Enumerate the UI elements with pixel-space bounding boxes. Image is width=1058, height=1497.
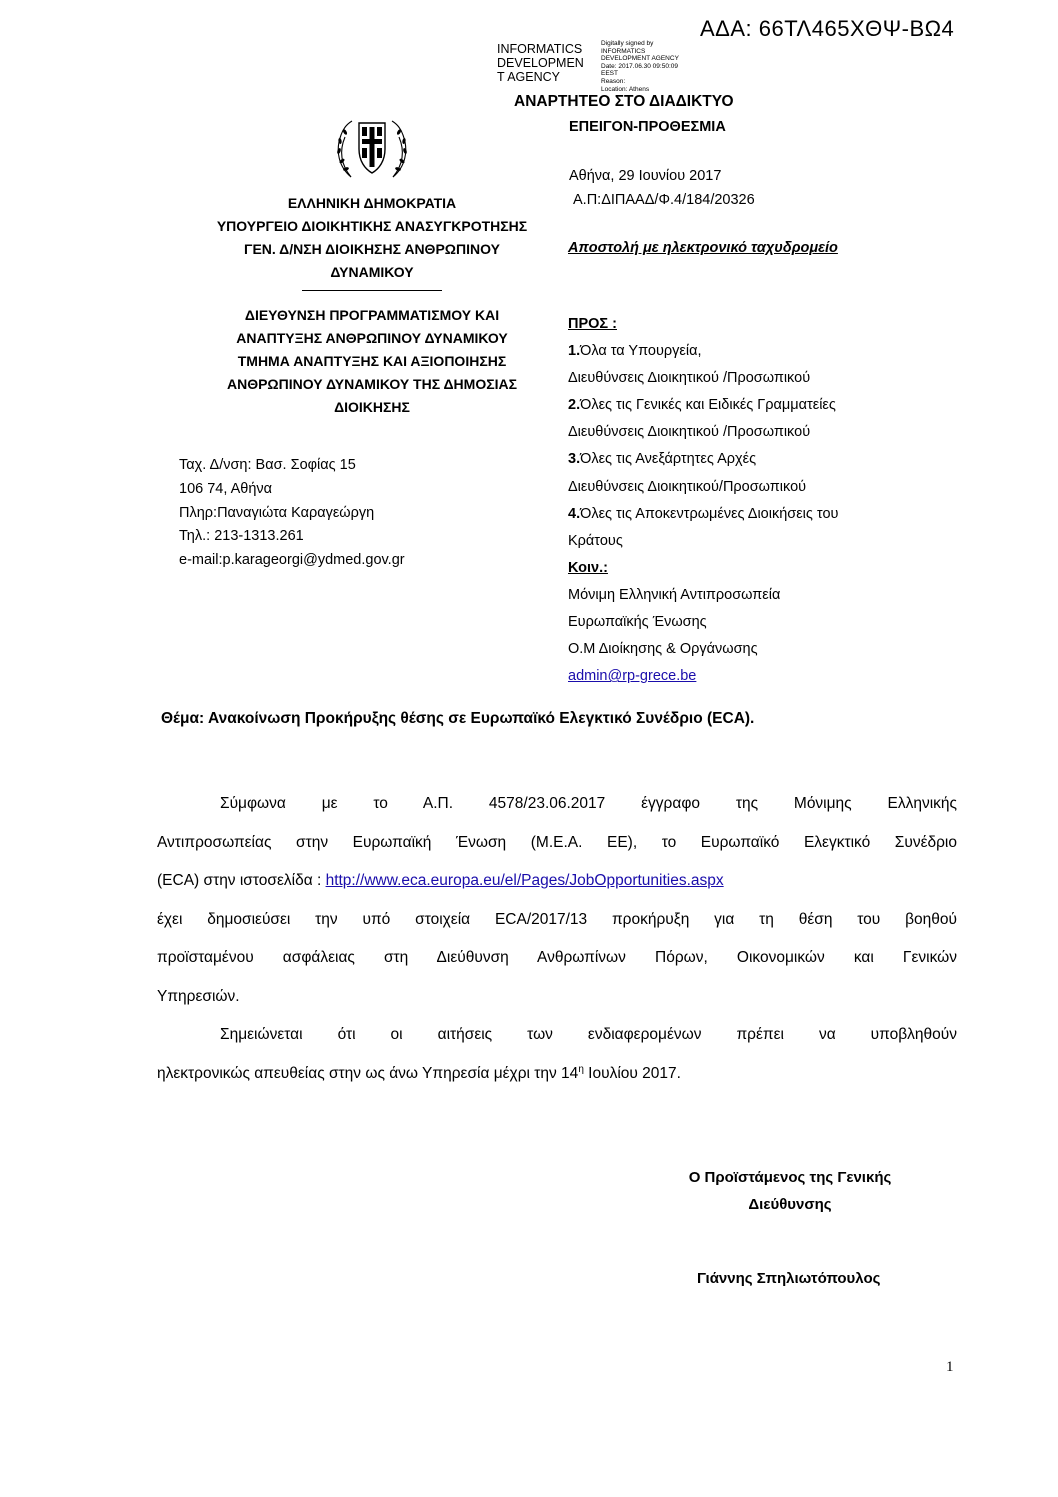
recipient-sub: Κράτους: [568, 532, 623, 549]
coat-of-arms-icon: [331, 115, 413, 183]
signer-title-line: Ο Προϊστάμενος της Γενικής: [688, 1169, 892, 1186]
body-line: Αντιπροσωπείας στην Ευρωπαϊκή Ένωση (Μ.Ε.Α. ΕΕ), το Ευρωπαϊκό Ελεγκτικό Συνέδριο: [157, 833, 957, 851]
signature-org-line: INFORMATICS: [497, 42, 583, 56]
sender-line: ΓΕΝ. Δ/ΝΣΗ ΔΙΟΙΚΗΣΗΣ ΑΝΘΡΩΠΙΝΟΥ: [244, 241, 500, 257]
sender-line: ΔΥΝΑΜΙΚΟΥ: [330, 264, 414, 280]
page-number: 1: [946, 1359, 954, 1375]
contact-email: e-mail:p.karageorgi@ydmed.gov.gr: [179, 552, 405, 569]
contact-person: Πληρ:Παναγιώτα Καραγεώργη: [179, 504, 375, 521]
signature-meta-line: EEST: [601, 70, 618, 78]
document-date: Αθήνα, 29 Ιουνίου 2017: [569, 168, 722, 184]
urgent-deadline-label: ΕΠΕΙΓΟΝ-ΠΡΟΘΕΣΜΙΑ: [569, 119, 726, 135]
recipient-sub: Διευθύνσεις Διοικητικού/Προσωπικού: [568, 478, 807, 495]
body-line: έχει δημοσιεύσει την υπό στοιχεία ECA/2017/13 προκήρυξη για τη θέση του βοηθού: [157, 910, 957, 928]
department-line: ΑΝΘΡΩΠΙΝΟΥ ΔΥΝΑΜΙΚΟΥ ΤΗΣ ΔΗΜΟΣΙΑΣ: [226, 376, 518, 392]
cc-label: Κοιν.:: [568, 559, 608, 576]
contact-city: 106 74, Αθήνα: [179, 480, 273, 497]
body-line: Υπηρεσιών.: [157, 987, 240, 1005]
cc-item: Ευρωπαϊκής Ένωσης: [568, 614, 707, 631]
cc-email-link[interactable]: admin@rp-grece.be: [568, 668, 697, 685]
signature-meta-line: Location: Athens: [601, 85, 650, 93]
sender-divider: [302, 290, 442, 291]
department-line: ΔΙΟΙΚΗΣΗΣ: [334, 399, 410, 415]
recipient-item: 4.Όλες τις Αποκεντρωμένες Διοικήσεις του: [568, 505, 839, 522]
contact-details: [179, 454, 405, 573]
signature-meta-line: Digitally signed by: [601, 40, 654, 47]
to-label: ΠΡΟΣ :: [568, 316, 617, 332]
recipient-item: 1.Όλα τα Υπουργεία,: [568, 343, 702, 360]
recipient-item: 2.Όλες τις Γενικές και Ειδικές Γραμματείες: [568, 397, 836, 414]
department-line: ΑΝΑΠΤΥΞΗΣ ΑΝΘΡΩΠΙΝΟΥ ΔΥΝΑΜΙΚΟΥ: [236, 330, 508, 346]
sender-line: ΕΛΛΗΝΙΚΗ ΔΗΜΟΚΡΑΤΙΑ: [287, 195, 457, 211]
signer-title: [640, 1164, 940, 1218]
signature-meta-line: Date: 2017.06.30 09:50:09: [601, 62, 678, 70]
signature-meta-line: DEVELOPMENT AGENCY: [601, 55, 679, 63]
eca-jobs-link[interactable]: http://www.eca.europa.eu/el/Pages/JobOpportunities.aspx: [325, 872, 724, 889]
contact-phone: Τηλ.: 213-1313.261: [179, 528, 304, 545]
recipient-sub: Διευθύνσεις Διοικητικού /Προσωπικού: [568, 370, 811, 387]
signer-name: Γιάννης Σπηλιωτόπουλος: [697, 1270, 881, 1287]
recipients-block: [568, 311, 838, 690]
post-online-notice: ΑΝΑΡΤΗΤΕΟ ΣΤΟ ΔΙΑΔΙΚΤΥΟ: [514, 93, 734, 110]
body-line: Σημειώνεται ότι οι αιτήσεις των ενδιαφερομένων πρέπει να υποβληθούν: [220, 1026, 957, 1043]
department-line: ΔΙΕΥΘΥΝΣΗ ΠΡΟΓΡΑΜΜΑΤΙΣΜΟΥ ΚΑΙ: [244, 307, 500, 323]
signature-org-line: DEVELOPMEN: [497, 56, 584, 70]
sender-line: ΥΠΟΥΡΓΕΙΟ ΔΙΟΙΚΗΤΙΚΗΣ ΑΝΑΣΥΓΚΡΟΤΗΣΗΣ: [216, 218, 528, 234]
delivery-method: Αποστολή με ηλεκτρονικό ταχυδρομείο: [568, 240, 838, 256]
body-line: προϊσταμένου ασφάλειας στη Διεύθυνση Ανθρωπίνων Πόρων, Οικονομικών και Γενικών: [157, 949, 957, 966]
digital-signature-org: [497, 42, 597, 84]
digital-signature-details: [601, 40, 711, 93]
signature-org-line: T AGENCY: [497, 70, 560, 84]
body-line: (ECA) στην ιστοσελίδα : http://www.eca.europa.eu/el/Pages/JobOpportunities.aspx: [157, 872, 724, 889]
signature-meta-line: INFORMATICS: [601, 47, 646, 55]
recipient-item: 3.Όλες τις Ανεξάρτητες Αρχές: [568, 451, 757, 468]
body-line: Σύμφωνα με το Α.Π. 4578/23.06.2017 έγγραφο της Μόνιμης Ελληνικής: [220, 795, 957, 812]
sender-block: [190, 192, 554, 419]
signature-meta-line: Reason:: [601, 77, 626, 85]
ada-code: ΑΔΑ: 66ΤΛ465ΧΘΨ-ΒΩ4: [700, 16, 955, 41]
letter-body: [157, 785, 957, 1093]
signer-title-line: Διεύθυνσης: [748, 1196, 832, 1213]
recipient-sub: Διευθύνσεις Διοικητικού /Προσωπικού: [568, 424, 811, 441]
contact-address: Ταχ. Δ/νση: Βασ. Σοφίας 15: [179, 457, 356, 473]
cc-item: Μόνιμη Ελληνική Αντιπροσωπεία: [568, 586, 781, 603]
body-line: ηλεκτρονικώς απευθείας στην ως άνω Υπηρεσία μέχρι την $14^\eta$ Ιουλίου 2017.: [157, 1063, 681, 1082]
subject-line: Θέμα: Ανακοίνωση Προκήρυξης θέσης σε Ευρωπαϊκό Ελεγκτικό Συνέδριο (ECA).: [161, 710, 755, 727]
department-line: ΤΜΗΜΑ ΑΝΑΠΤΥΞΗΣ ΚΑΙ ΑΞΙΟΠΟΙΗΣΗΣ: [237, 353, 507, 369]
cc-item: Ο.Μ Διοίκησης & Οργάνωσης: [568, 641, 758, 658]
protocol-number: Α.Π:ΔΙΠΑΑΔ/Φ.4/184/20326: [573, 192, 755, 208]
